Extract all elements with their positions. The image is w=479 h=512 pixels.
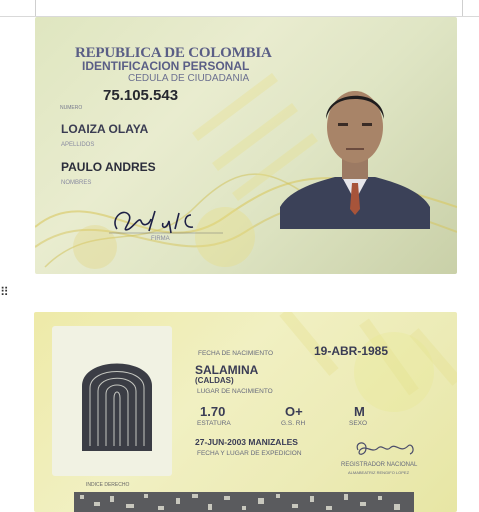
nombres-label: NOMBRES bbox=[61, 180, 92, 186]
right-guide bbox=[462, 0, 463, 16]
fecha-nacimiento-label: FECHA DE NACIMIENTO bbox=[198, 350, 274, 357]
lugar-nacimiento-sub: (CALDAS) bbox=[195, 376, 234, 385]
numero-label: NUMERO bbox=[60, 105, 83, 111]
sexo-value: M bbox=[354, 404, 365, 419]
cedula-heading: CEDULA DE CIUDADANIA bbox=[128, 73, 250, 84]
numero-value: 75.105.543 bbox=[103, 87, 179, 104]
lugar-nacimiento-value: SALAMINA bbox=[195, 363, 259, 377]
registrador-name: ALMABEATRIZ RENGIFO LOPEZ bbox=[348, 470, 410, 475]
nombres-value: PAULO ANDRES bbox=[61, 160, 156, 174]
lugar-nacimiento-label: LUGAR DE NACIMIENTO bbox=[197, 388, 273, 395]
rh-value: O+ bbox=[285, 404, 303, 419]
registrador-signature bbox=[352, 436, 422, 462]
expedicion-label: FECHA Y LUGAR DE EXPEDICION bbox=[197, 450, 302, 457]
id-card-back-image[interactable] bbox=[34, 312, 457, 512]
barcode-pattern bbox=[74, 492, 414, 512]
indice-label: INDICE DERECHO bbox=[86, 482, 130, 488]
estatura-label: ESTATURA bbox=[197, 420, 231, 427]
republica-heading: REPUBLICA DE COLOMBIA bbox=[75, 45, 272, 61]
drag-handle-icon[interactable]: ⠿ bbox=[0, 285, 7, 299]
left-guide bbox=[35, 0, 36, 16]
expedicion-value: 27-JUN-2003 MANIZALES bbox=[195, 437, 298, 447]
rh-label: G.S. RH bbox=[281, 420, 306, 427]
fecha-nacimiento-value: 19-ABR-1985 bbox=[314, 344, 389, 358]
estatura-value: 1.70 bbox=[200, 404, 226, 419]
fingerprint-image bbox=[72, 346, 162, 451]
signature-image bbox=[105, 199, 225, 239]
identificacion-heading: IDENTIFICACION PERSONAL bbox=[82, 59, 250, 73]
id-photo bbox=[280, 69, 430, 229]
apellidos-label: APELLIDOS bbox=[61, 142, 95, 148]
firma-label: FIRMA bbox=[151, 236, 170, 242]
apellidos-value: LOAIZA OLAYA bbox=[61, 122, 149, 136]
sexo-label: SEXO bbox=[349, 420, 368, 427]
fingerprint-panel bbox=[52, 326, 172, 488]
id-card-front-image[interactable] bbox=[35, 17, 457, 274]
registrador-label: REGISTRADOR NACIONAL bbox=[341, 462, 418, 468]
